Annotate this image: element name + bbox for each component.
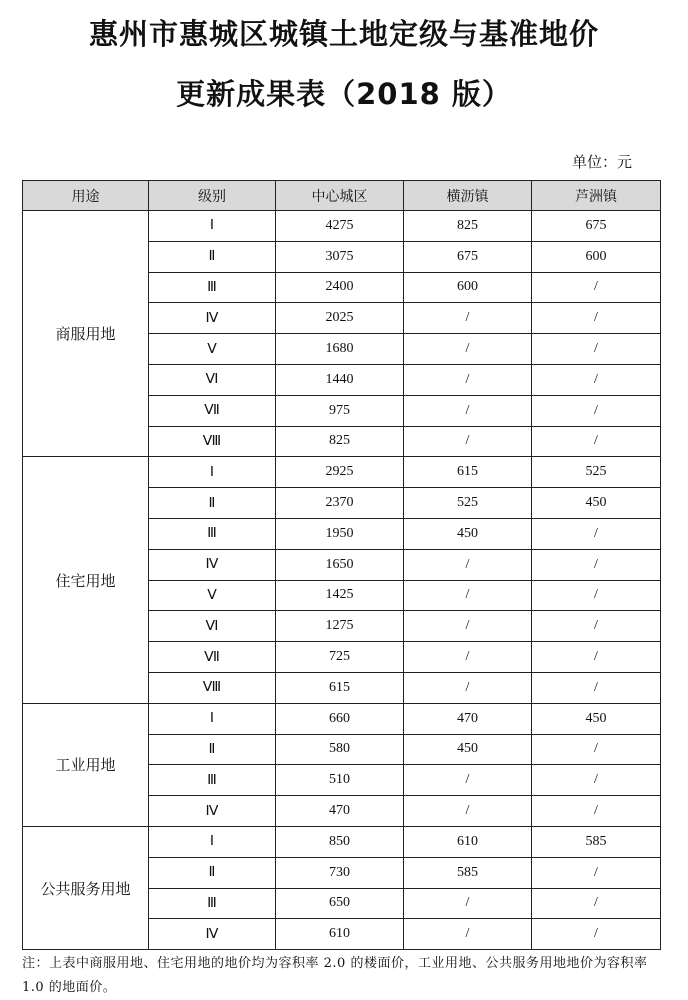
grade-cell: Ⅰ	[149, 703, 276, 734]
grade-cell: Ⅰ	[149, 211, 276, 242]
grade-cell: Ⅱ	[149, 241, 276, 272]
center-city-cell: 1680	[276, 334, 404, 365]
hengli-cell: 825	[404, 211, 532, 242]
land-use-cell: 工业用地	[23, 703, 149, 826]
luzhou-cell: 585	[532, 826, 661, 857]
luzhou-cell: /	[532, 549, 661, 580]
center-city-cell: 975	[276, 395, 404, 426]
hengli-cell: 610	[404, 826, 532, 857]
grade-cell: Ⅳ	[149, 796, 276, 827]
hengli-cell: 450	[404, 734, 532, 765]
hengli-cell: /	[404, 919, 532, 950]
luzhou-cell: /	[532, 642, 661, 673]
page-subtitle: 更新成果表（2018 版）	[176, 77, 512, 111]
table-row	[23, 211, 661, 242]
luzhou-cell: /	[532, 580, 661, 611]
luzhou-cell: /	[532, 364, 661, 395]
hengli-cell: /	[404, 796, 532, 827]
grade-cell: Ⅰ	[149, 826, 276, 857]
land-price-table	[22, 180, 661, 950]
center-city-cell: 1440	[276, 364, 404, 395]
land-use-cell: 住宅用地	[23, 457, 149, 703]
grade-cell: Ⅳ	[149, 549, 276, 580]
luzhou-cell: /	[532, 334, 661, 365]
land-use-cell: 商服用地	[23, 211, 149, 457]
table-body	[23, 211, 661, 950]
hengli-cell: 470	[404, 703, 532, 734]
center-city-cell: 510	[276, 765, 404, 796]
hengli-cell: /	[404, 334, 532, 365]
luzhou-cell: /	[532, 888, 661, 919]
center-city-cell: 1425	[276, 580, 404, 611]
center-city-cell: 660	[276, 703, 404, 734]
center-city-cell: 2400	[276, 272, 404, 303]
hengli-cell: /	[404, 642, 532, 673]
grade-cell: Ⅱ	[149, 857, 276, 888]
luzhou-cell: /	[532, 611, 661, 642]
table-row	[23, 826, 661, 857]
hengli-cell: /	[404, 303, 532, 334]
grade-cell: Ⅷ	[149, 672, 276, 703]
hengli-cell: /	[404, 580, 532, 611]
center-city-cell: 825	[276, 426, 404, 457]
center-city-cell: 3075	[276, 241, 404, 272]
header-use: 用途	[23, 181, 149, 211]
grade-cell: Ⅶ	[149, 395, 276, 426]
luzhou-cell: 450	[532, 488, 661, 519]
hengli-cell: 525	[404, 488, 532, 519]
hengli-cell: /	[404, 672, 532, 703]
luzhou-cell: /	[532, 734, 661, 765]
luzhou-cell: /	[532, 272, 661, 303]
center-city-cell: 2925	[276, 457, 404, 488]
hengli-cell: /	[404, 611, 532, 642]
center-city-cell: 580	[276, 734, 404, 765]
grade-cell: Ⅱ	[149, 734, 276, 765]
land-use-cell: 公共服务用地	[23, 826, 149, 949]
hengli-cell: /	[404, 765, 532, 796]
grade-cell: Ⅲ	[149, 888, 276, 919]
hengli-cell: /	[404, 395, 532, 426]
hengli-cell: /	[404, 364, 532, 395]
center-city-cell: 2370	[276, 488, 404, 519]
header-center-city: 中心城区	[276, 181, 404, 211]
hengli-cell: /	[404, 549, 532, 580]
hengli-cell: 450	[404, 518, 532, 549]
grade-cell: Ⅲ	[149, 765, 276, 796]
center-city-cell: 2025	[276, 303, 404, 334]
grade-cell: Ⅵ	[149, 364, 276, 395]
luzhou-cell: 675	[532, 211, 661, 242]
luzhou-cell: 600	[532, 241, 661, 272]
hengli-cell: 615	[404, 457, 532, 488]
table-row	[23, 457, 661, 488]
center-city-cell: 725	[276, 642, 404, 673]
hengli-cell: 585	[404, 857, 532, 888]
center-city-cell: 650	[276, 888, 404, 919]
grade-cell: Ⅰ	[149, 457, 276, 488]
hengli-cell: /	[404, 888, 532, 919]
center-city-cell: 610	[276, 919, 404, 950]
table-header-row	[23, 181, 661, 211]
luzhou-cell: /	[532, 857, 661, 888]
center-city-cell: 4275	[276, 211, 404, 242]
footnote: 注：上表中商服用地、住宅用地的地价均为容积率 2.0 的楼面价，工业用地、公共服务用地地价为容积率 1.0 的地面价。	[22, 956, 648, 995]
luzhou-cell: /	[532, 672, 661, 703]
center-city-cell: 1650	[276, 549, 404, 580]
grade-cell: Ⅲ	[149, 518, 276, 549]
hengli-cell: 675	[404, 241, 532, 272]
header-luzhou: 芦洲镇	[532, 181, 661, 211]
center-city-cell: 1275	[276, 611, 404, 642]
unit-label: 单位：元	[571, 153, 632, 171]
luzhou-cell: /	[532, 426, 661, 457]
hengli-cell: /	[404, 426, 532, 457]
luzhou-cell: /	[532, 395, 661, 426]
center-city-cell: 470	[276, 796, 404, 827]
hengli-cell: 600	[404, 272, 532, 303]
center-city-cell: 1950	[276, 518, 404, 549]
center-city-cell: 850	[276, 826, 404, 857]
grade-cell: Ⅳ	[149, 303, 276, 334]
grade-cell: Ⅲ	[149, 272, 276, 303]
grade-cell: Ⅶ	[149, 642, 276, 673]
luzhou-cell: /	[532, 919, 661, 950]
luzhou-cell: 525	[532, 457, 661, 488]
grade-cell: Ⅵ	[149, 611, 276, 642]
grade-cell: Ⅱ	[149, 488, 276, 519]
grade-cell: Ⅷ	[149, 426, 276, 457]
luzhou-cell: /	[532, 303, 661, 334]
page-title: 惠州市惠城区城镇土地定级与基准地价	[88, 17, 599, 51]
luzhou-cell: 450	[532, 703, 661, 734]
header-hengli: 横沥镇	[404, 181, 532, 211]
grade-cell: Ⅴ	[149, 580, 276, 611]
header-grade: 级别	[149, 181, 276, 211]
grade-cell: Ⅳ	[149, 919, 276, 950]
table-row	[23, 703, 661, 734]
center-city-cell: 615	[276, 672, 404, 703]
grade-cell: Ⅴ	[149, 334, 276, 365]
center-city-cell: 730	[276, 857, 404, 888]
luzhou-cell: /	[532, 796, 661, 827]
luzhou-cell: /	[532, 765, 661, 796]
luzhou-cell: /	[532, 518, 661, 549]
